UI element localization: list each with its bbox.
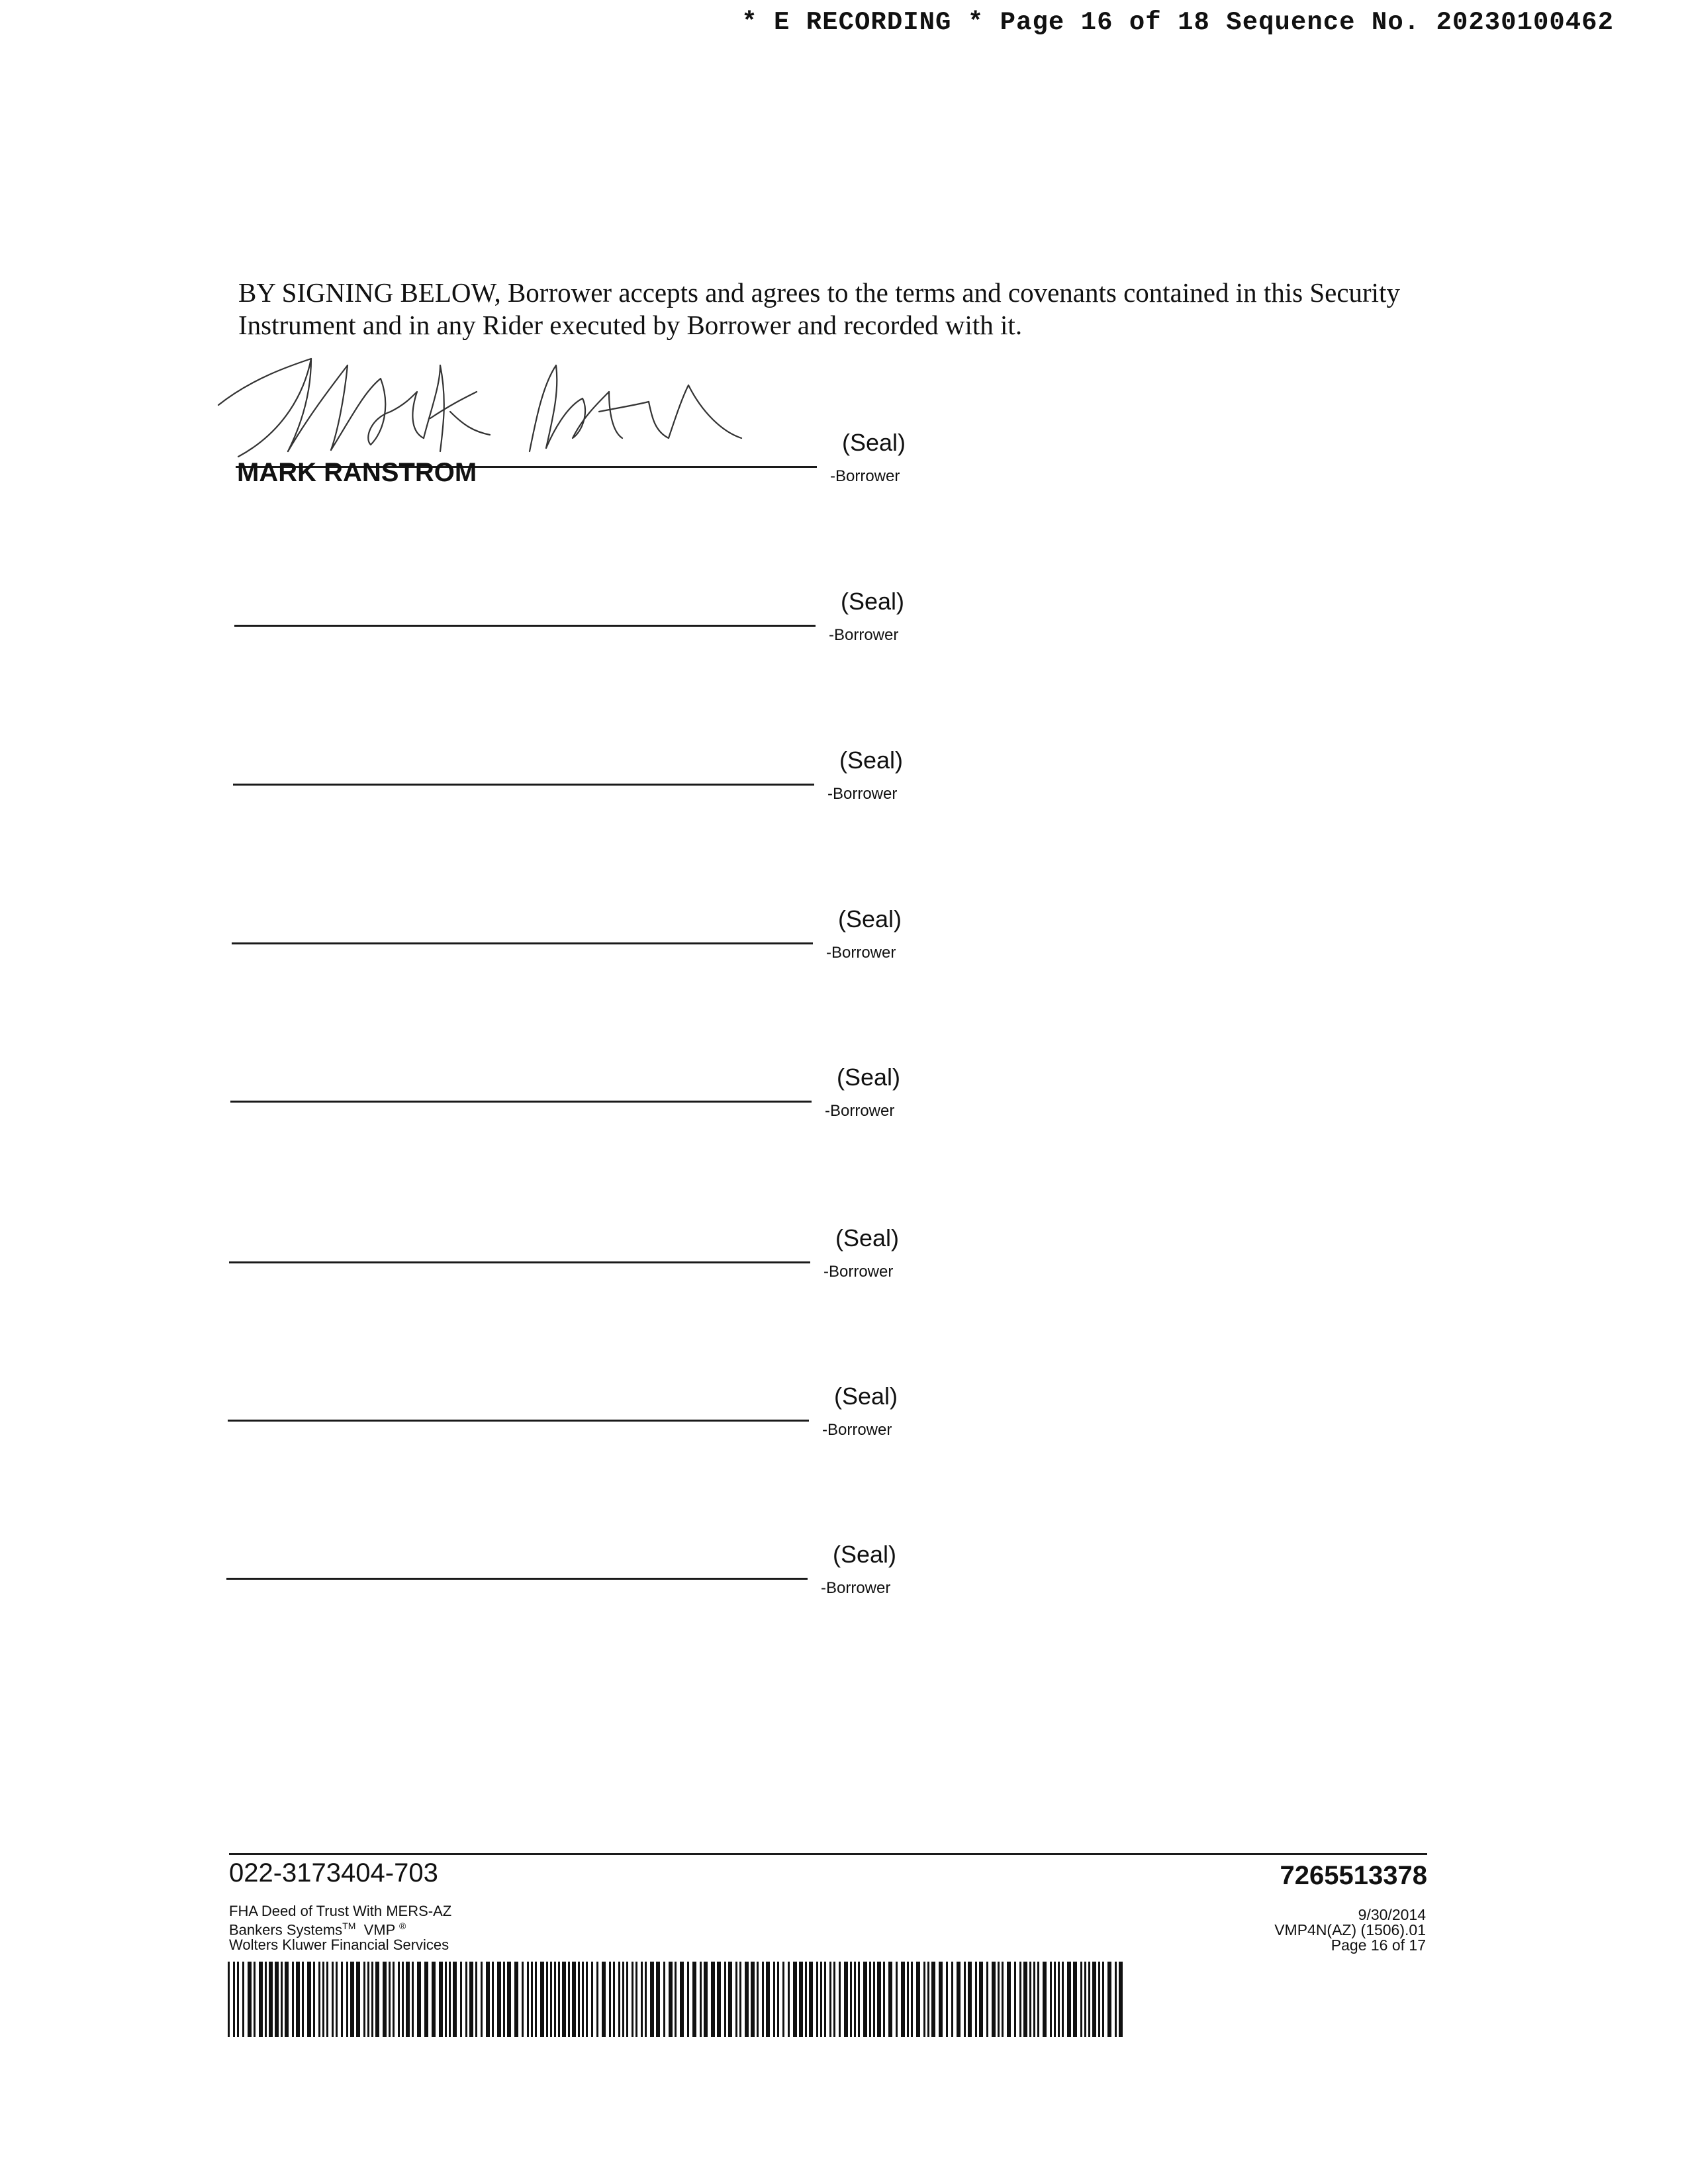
signer-name: MARK RANSTROM [237,458,477,487]
barcode-bar [626,1962,628,2037]
barcode-bar [341,1962,343,2037]
borrower-role-label: -Borrower [821,1579,891,1597]
footer-divider [229,1853,1427,1855]
barcode-bar [591,1962,593,2037]
barcode-bar [432,1962,436,2037]
barcode-bar [424,1962,428,2037]
barcode-bar [1007,1962,1011,2037]
vendor-line [229,1919,451,1937]
barcode-bar [1098,1962,1100,2037]
barcode-bar [975,1962,977,2037]
barcode-bar [562,1962,566,2037]
seal-label: (Seal) [839,747,904,774]
barcode-bar [968,1962,972,2037]
barcode-bar [717,1962,721,2037]
barcode-bar [609,1962,611,2037]
barcode-bar [281,1962,283,2037]
barcode-bar [1037,1962,1039,2037]
signing-statement [238,277,1430,341]
barcode-bar [883,1962,885,2037]
barcode-bar [1054,1962,1056,2037]
signature-block [0,1064,935,1143]
barcode-bar [469,1962,473,2037]
trademark-mark: TM [342,1921,356,1931]
publisher: Wolters Kluwer Financial Services [229,1936,449,1954]
barcode-bar [1023,1962,1027,2037]
barcode-bar [393,1962,395,2037]
barcode-bar [371,1962,373,2037]
barcode-bar [680,1962,684,2037]
barcode-bar [704,1962,708,2037]
registered-mark: ® [399,1921,406,1931]
borrower-role-label: -Borrower [827,785,898,803]
barcode-bar [453,1962,457,2037]
barcode-bar [439,1962,443,2037]
barcode-bar [805,1962,807,2037]
signature-block [0,588,939,667]
seal-label: (Seal) [841,588,905,615]
barcode-bar [735,1962,737,2037]
barcode-bar [927,1962,929,2037]
barcode-bar [618,1962,620,2037]
barcode-bar [514,1962,518,2037]
barcode-bar [858,1962,860,2037]
seal-label: (Seal) [837,1064,901,1091]
barcode-bar [558,1962,560,2037]
barcode-bar [242,1962,244,2037]
barcode-bar [402,1962,404,2037]
signature-line [230,1101,812,1103]
barcode-bar [572,1962,576,2037]
signature-block [0,747,937,826]
barcode-bar [540,1962,544,2037]
barcode-bar [375,1962,379,2037]
barcode-bar [313,1962,315,2037]
barcode-bar [692,1962,696,2037]
barcode-bar [751,1962,755,2037]
barcode-bar [265,1962,267,2037]
barcode-bar [645,1962,647,2037]
barcode-bar [711,1962,715,2037]
vendor-name: Bankers Systems [229,1921,343,1938]
barcode-bar [318,1962,320,2037]
form-meta [1274,1907,1426,1953]
signature-line [226,1578,808,1580]
barcode-bar [507,1962,511,2037]
barcode-bar [346,1962,348,2037]
signature-line [228,1420,809,1422]
barcode-bar [259,1962,263,2037]
barcode-bar [367,1962,369,2037]
seal-label: (Seal) [834,1383,898,1410]
barcode-bar [907,1962,909,2037]
barcode-bar [762,1962,764,2037]
form-title: FHA Deed of Trust With MERS-AZ [229,1903,452,1919]
barcode-bar [602,1962,606,2037]
barcode-bar [322,1962,324,2037]
barcode-bar [398,1962,400,2037]
barcode-bar [1058,1962,1060,2037]
barcode-bar [757,1962,759,2037]
borrower-role-label: -Borrower [825,1102,895,1120]
barcode-bar [522,1962,524,2037]
barcode-bar [307,1962,311,2037]
barcode-bar [839,1962,841,2037]
barcode-bar [486,1962,490,2037]
barcode-bar [460,1962,462,2037]
barcode-bar [854,1962,856,2037]
barcode-bar [820,1962,822,2037]
barcode-bar [497,1962,501,2037]
barcode [228,1962,1125,2037]
barcode-bar [739,1962,741,2037]
barcode-bar [1033,1962,1035,2037]
barcode-bar [641,1962,643,2037]
barcode-bar [663,1962,665,2037]
barcode-bar [946,1962,948,2037]
borrower-role-label: -Borrower [823,1263,894,1281]
barcode-bar [986,1962,988,2037]
barcode-bar [833,1962,835,2037]
signature-block [0,1541,931,1620]
barcode-bar [332,1962,334,2037]
barcode-bar [923,1962,925,2037]
barcode-bar [766,1962,770,2037]
barcode-bar [844,1962,848,2037]
barcode-bar [356,1962,360,2037]
barcode-bar [296,1962,300,2037]
barcode-bar [964,1962,966,2037]
barcode-bar [773,1962,775,2037]
barcode-bar [951,1962,953,2037]
barcode-bar [233,1962,235,2037]
signature-block [0,1383,932,1462]
barcode-bar [809,1962,813,2037]
barcode-bar [700,1962,702,2037]
barcode-bar [1088,1962,1090,2037]
barcode-bar [613,1962,615,2037]
barcode-bar [449,1962,451,2037]
barcode-bar [1029,1962,1031,2037]
barcode-bar [782,1962,784,2037]
reference-number: 7265513378 [1280,1861,1427,1890]
barcode-bar [1067,1962,1071,2037]
barcode-bar [275,1962,279,2037]
barcode-bar [1073,1962,1077,2037]
barcode-bar [406,1962,410,2037]
barcode-bar [1115,1962,1117,2037]
barcode-bar [911,1962,913,2037]
signature-line [234,625,816,627]
barcode-bar [1014,1962,1016,2037]
barcode-bar [622,1962,624,2037]
signing-statement-text: BY SIGNING BELOW, Borrower accepts and agrees to the terms and covenants contained in this Security Instrument and in any Rider executed by Borrower and recorded with it. [238,277,1400,340]
barcode-bar [481,1962,483,2037]
seal-label: (Seal) [835,1224,900,1251]
barcode-bar [586,1962,588,2037]
barcode-bar [596,1962,598,2037]
signature-line [233,784,814,786]
barcode-bar [503,1962,505,2037]
barcode-bar [863,1962,867,2037]
barcode-bar [824,1962,826,2037]
form-info [229,1903,451,1952]
barcode-bar [1102,1962,1104,2037]
barcode-bar [632,1962,633,2037]
barcode-bar [254,1962,256,2037]
barcode-bar [869,1962,871,2037]
barcode-bar [635,1962,637,2037]
signature-block [0,429,940,508]
barcode-bar [1119,1962,1123,2037]
barcode-bar [745,1962,749,2037]
barcode-bar [829,1962,831,2037]
borrower-role-label: -Borrower [826,944,896,962]
form-code: VMP4N(AZ) (1506).01 [1274,1921,1426,1938]
barcode-bar [939,1962,943,2037]
barcode-bar [888,1962,892,2037]
seal-label: (Seal) [842,429,906,456]
barcode-bar [724,1962,726,2037]
barcode-bar [650,1962,654,2037]
loan-number: 022-3173404-703 [229,1858,438,1888]
seal-label: (Seal) [833,1541,897,1568]
barcode-bar [1080,1962,1082,2037]
barcode-bar [992,1962,996,2037]
barcode-bar [1062,1962,1064,2037]
barcode-bar [916,1962,920,2037]
barcode-bar [1002,1962,1004,2037]
barcode-bar [285,1962,289,2037]
barcode-bar [350,1962,354,2037]
barcode-bar [877,1962,881,2037]
barcode-bar [531,1962,533,2037]
barcode-bar [793,1962,797,2037]
barcode-bar [1084,1962,1086,2037]
barcode-bar [546,1962,548,2037]
barcode-bar [412,1962,414,2037]
barcode-bar [578,1962,580,2037]
barcode-bar [336,1962,338,2037]
barcode-bar [389,1962,391,2037]
barcode-bar [248,1962,252,2037]
borrower-role-label: -Borrower [822,1421,892,1439]
barcode-bar [326,1962,328,2037]
barcode-bar [535,1962,537,2037]
barcode-bar [465,1962,467,2037]
recording-header: * E RECORDING * Page 16 of 18 Sequence No. 20230100462 [741,8,1614,37]
barcode-bar [675,1962,677,2037]
form-date: 9/30/2014 [1358,1906,1426,1923]
borrower-role-label: -Borrower [830,467,900,485]
barcode-bar [901,1962,905,2037]
barcode-bar [1043,1962,1047,2037]
barcode-bar [687,1962,689,2037]
barcode-bar [656,1962,660,2037]
barcode-bar [1019,1962,1021,2037]
barcode-bar [799,1962,803,2037]
barcode-bar [363,1962,365,2037]
barcode-bar [850,1962,852,2037]
barcode-bar [550,1962,552,2037]
barcode-bar [957,1962,961,2037]
barcode-bar [445,1962,447,2037]
barcode-bar [417,1962,421,2037]
barcode-bar [302,1962,304,2037]
barcode-bar [527,1962,529,2037]
barcode-bar [292,1962,294,2037]
seal-label: (Seal) [838,905,902,933]
signature-block [0,905,936,985]
barcode-bar [777,1962,779,2037]
borrower-role-label: -Borrower [829,626,899,644]
barcode-bar [728,1962,732,2037]
barcode-bar [669,1962,673,2037]
barcode-bar [582,1962,584,2037]
barcode-bar [383,1962,387,2037]
barcode-bar [816,1962,818,2037]
signature-line [232,942,813,944]
barcode-bar [568,1962,570,2037]
barcode-bar [237,1962,239,2037]
vendor-product: VMP [363,1921,395,1938]
barcode-bar [228,1962,230,2037]
barcode-bar [475,1962,477,2037]
barcode-bar [979,1962,983,2037]
page-label: Page 16 of 17 [1331,1936,1426,1954]
barcode-bar [492,1962,494,2037]
barcode-bar [931,1962,935,2037]
barcode-bar [998,1962,1000,2037]
signature-line [229,1261,810,1263]
barcode-bar [1107,1962,1111,2037]
barcode-bar [554,1962,556,2037]
signature-block [0,1224,933,1304]
barcode-bar [1050,1962,1052,2037]
barcode-bar [896,1962,898,2037]
barcode-bar [873,1962,875,2037]
barcode-bar [1092,1962,1096,2037]
barcode-bar [269,1962,273,2037]
barcode-bar [788,1962,790,2037]
